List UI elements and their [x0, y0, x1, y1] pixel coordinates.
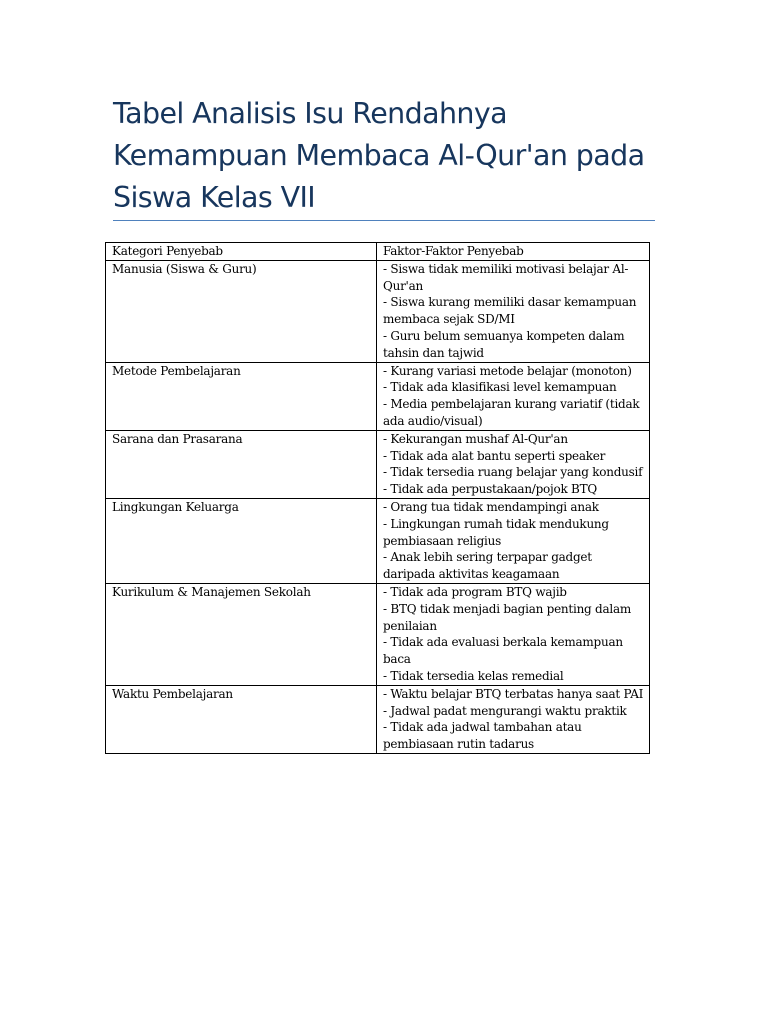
- header-cell-category: Kategori Penyebab: [106, 243, 377, 261]
- category-cell: Lingkungan Keluarga: [106, 498, 377, 583]
- factors-cell: [377, 260, 650, 362]
- table-row: [106, 362, 650, 430]
- factors-cell: [377, 685, 650, 753]
- category-cell: Sarana dan Prasarana: [106, 430, 377, 498]
- factors-cell: [377, 362, 650, 430]
- factors-cell: [377, 430, 650, 498]
- factor-item: - Lingkungan rumah tidak mendukung pembiasaan religius: [383, 516, 609, 548]
- title-divider: [113, 220, 655, 221]
- factor-item: - Kurang variasi metode belajar (monoton): [383, 363, 632, 378]
- category-cell: Waktu Pembelajaran: [106, 685, 377, 753]
- factor-item: - Siswa tidak memiliki motivasi belajar Al-Qur'an: [383, 261, 629, 293]
- factor-item: - Tidak tersedia kelas remedial: [383, 668, 564, 683]
- factor-item: - Tidak ada jadwal tambahan atau pembiasaan rutin tadarus: [383, 720, 582, 752]
- table-row: [106, 260, 650, 362]
- table-header-row: [106, 243, 650, 261]
- category-cell: Kurikulum & Manajemen Sekolah: [106, 583, 377, 685]
- factor-item: - Waktu belajar BTQ terbatas hanya saat PAI: [383, 686, 644, 701]
- factors-cell: [377, 583, 650, 685]
- category-cell: Metode Pembelajaran: [106, 362, 377, 430]
- factor-item: - Tidak ada evaluasi berkala kemampuan baca: [383, 635, 623, 667]
- factor-item: - Orang tua tidak mendampingi anak: [383, 499, 599, 514]
- factor-item: - Media pembelajaran kurang variatif (tidak ada audio/visual): [383, 397, 640, 428]
- table-row: [106, 685, 650, 753]
- factor-item: - Tidak ada perpustakaan/pojok BTQ: [383, 482, 597, 497]
- factor-item: - Tidak ada klasifikasi level kemampuan: [383, 380, 617, 395]
- page-title: [113, 93, 658, 219]
- factor-item: - Siswa kurang memiliki dasar kemampuan membaca sejak SD/MI: [383, 295, 637, 327]
- title-line-1: Tabel Analisis Isu Rendahnya: [113, 97, 508, 130]
- title-line-3: Siswa Kelas VII: [113, 181, 316, 214]
- table-row: [106, 430, 650, 498]
- factor-item: - Kekurangan mushaf Al-Qur'an: [383, 431, 568, 446]
- factor-item: - Jadwal padat mengurangi waktu praktik: [383, 703, 627, 718]
- header-cell-factors: Faktor-Faktor Penyebab: [377, 243, 650, 261]
- factor-item: - Tidak ada alat bantu seperti speaker: [383, 448, 606, 463]
- factor-item: - Guru belum semuanya kompeten dalam tahsin dan tajwid: [383, 328, 625, 360]
- title-line-2: Kemampuan Membaca Al-Qur'an pada: [113, 139, 645, 172]
- factor-item: - Anak lebih sering terpapar gadget daripada aktivitas keagamaan: [383, 550, 592, 582]
- factor-item: - BTQ tidak menjadi bagian penting dalam penilaian: [383, 601, 631, 633]
- factors-cell: [377, 498, 650, 583]
- factor-item: - Tidak ada program BTQ wajib: [383, 584, 567, 599]
- table-row: [106, 498, 650, 583]
- analysis-table: [105, 242, 650, 754]
- table-row: [106, 583, 650, 685]
- category-cell: Manusia (Siswa & Guru): [106, 260, 377, 362]
- factor-item: - Tidak tersedia ruang belajar yang kondusif: [383, 465, 643, 480]
